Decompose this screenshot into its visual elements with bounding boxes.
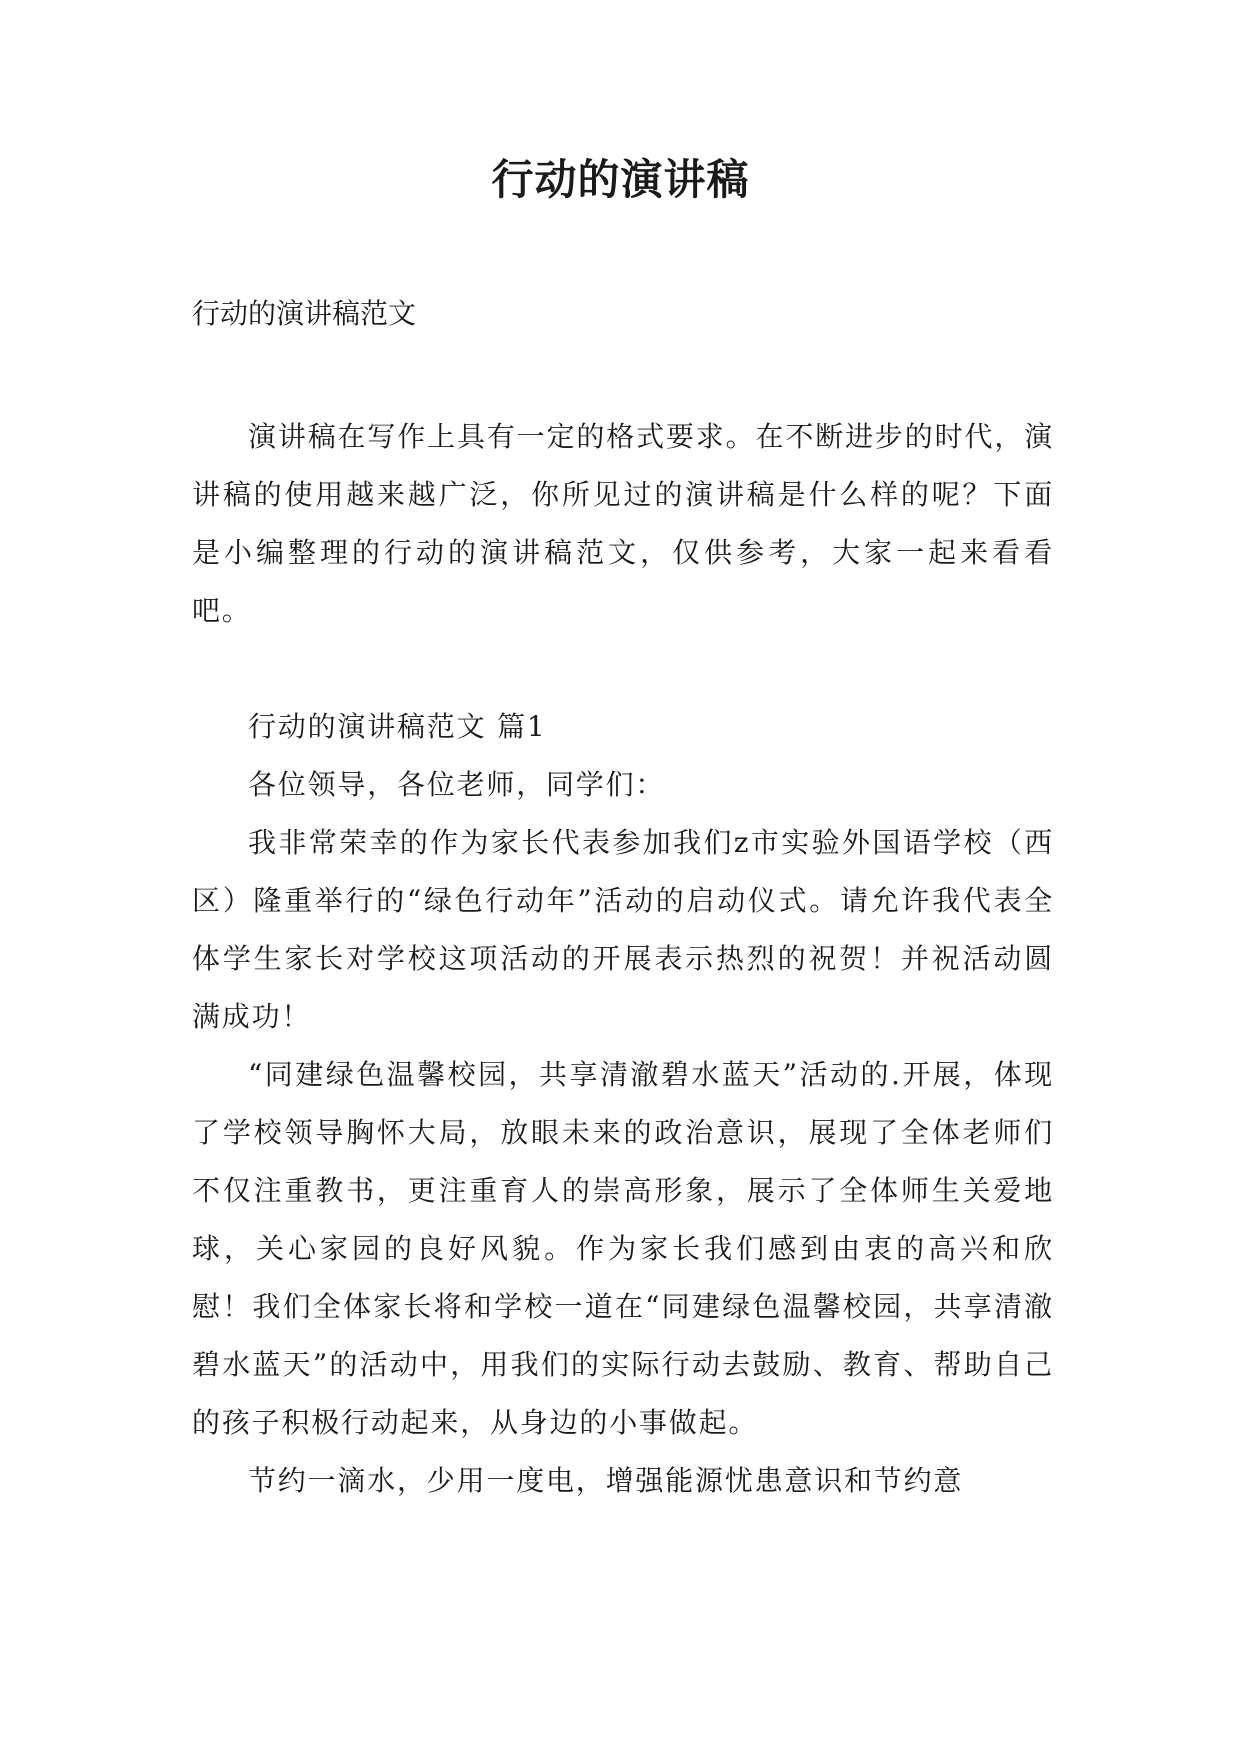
- intro-paragraph: 演讲稿在写作上具有一定的格式要求。在不断进步的时代，演讲稿的使用越来越广泛，你所见过的演讲稿是什么样的呢？下面是小编整理的行动的演讲稿范文，仅供参考，大家一起来看看吧。: [192, 420, 1054, 627]
- greeting-paragraph: 各位领导，各位老师，同学们：: [248, 768, 666, 801]
- document-body: [192, 408, 1054, 1510]
- document-subtitle: 行动的演讲稿范文: [192, 297, 417, 330]
- section-heading: 行动的演讲稿范文 篇1: [248, 710, 547, 743]
- body-paragraph: 我非常荣幸的作为家长代表参加我们z市实验外国语学校（西区）隆重举行的“绿色行动年”活动的启动仪式。请允许我代表全体学生家长对学校这项活动的开展表示热烈的祝贺！并祝活动圆满成功！: [192, 826, 1054, 1033]
- body-paragraph: “同建绿色温馨校园，共享清澈碧水蓝天”活动的.开展，体现了学校领导胸怀大局，放眼未来的政治意识，展现了全体老师们不仅注重教书，更注重育人的崇高形象，展示了全体师生关爱地球，关心家园的良好风貌。作为家长我们感到由衷的高兴和欣慰！我们全体家长将和学校一道在“同建绿色温馨校园，共享清澈碧水蓝天”的活动中，用我们的实际行动去鼓励、教育、帮助自己的孩子积极行动起来，从身边的小事做起。: [192, 1058, 1054, 1439]
- document-title: 行动的演讲稿: [491, 155, 750, 204]
- paragraph-spacer: [192, 640, 1054, 698]
- body-paragraph: 节约一滴水，少用一度电，增强能源忧患意识和节约意: [248, 1464, 964, 1497]
